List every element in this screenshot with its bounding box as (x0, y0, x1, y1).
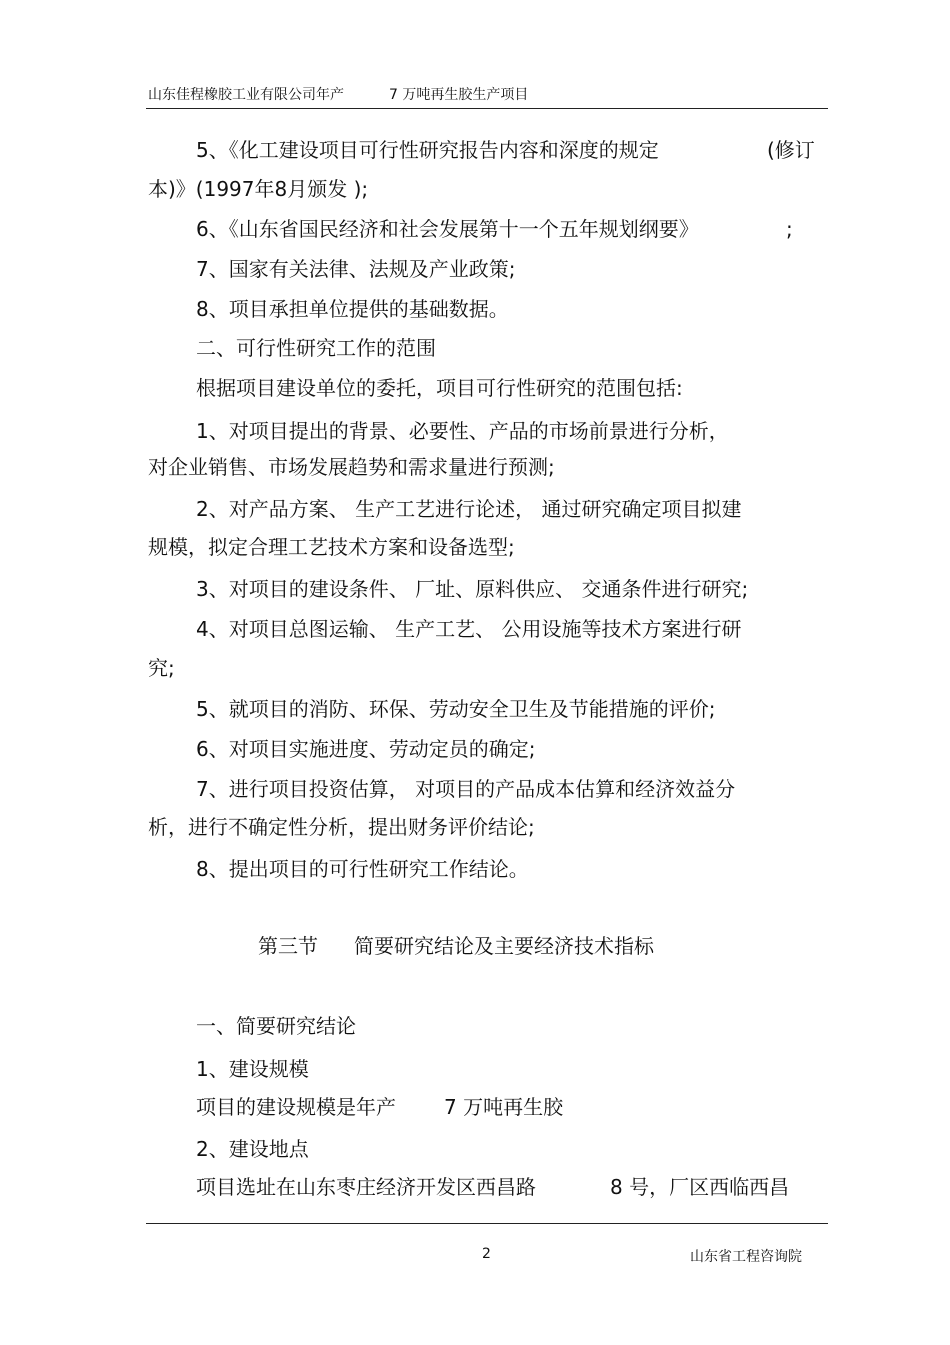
header-rule (146, 108, 828, 109)
ref-item-5-tail: (修订 (767, 138, 815, 162)
footer-org: 山东省工程咨询院 (690, 1249, 802, 1265)
ref-item-6-tail: ; (786, 217, 793, 241)
conclusion-item-1: 1、建设规模 (196, 1057, 309, 1081)
section-heading-scope: 二、可行性研究工作的范围 (196, 336, 436, 360)
scope-item-6: 6、对项目实施进度、劳动定员的确定; (196, 737, 536, 761)
scope-intro: 根据项目建设单位的委托，项目可行性研究的范围包括: (196, 376, 683, 400)
location-text: 项目选址在山东枣庄经济开发区西昌路 (196, 1175, 536, 1199)
ref-item-8: 8、项目承担单位提供的基础数据。 (196, 297, 509, 321)
scope-item-8: 8、提出项目的可行性研究工作结论。 (196, 857, 529, 881)
scale-value: 7 万吨再生胶 (444, 1095, 564, 1119)
ref-item-6: 6、《山东省国民经济和社会发展第十一个五年规划纲要》 (196, 217, 699, 241)
ref-item-5-cont: 本)》(1997年8月颁发 ); (148, 177, 369, 201)
footer-rule (146, 1223, 828, 1224)
scale-text: 项目的建设规模是年产 (196, 1095, 396, 1119)
section-number: 第三节 (258, 934, 318, 958)
scope-item-4-cont: 究; (148, 656, 175, 680)
conclusion-heading: 一、简要研究结论 (196, 1014, 356, 1038)
scope-item-1-cont: 对企业销售、市场发展趋势和需求量进行预测; (148, 455, 555, 479)
location-cont: 8 号，厂区西临西昌 (610, 1175, 790, 1199)
scope-item-2-cont: 规模，拟定合理工艺技术方案和设备选型; (148, 535, 515, 559)
scope-item-2: 2、对产品方案、 生产工艺进行论述， 通过研究确定项目拟建 (196, 497, 742, 521)
conclusion-item-2: 2、建设地点 (196, 1137, 309, 1161)
header-left: 山东佳程橡胶工业有限公司年产 (148, 87, 344, 103)
scope-item-4: 4、对项目总图运输、 生产工艺、 公用设施等技术方案进行研 (196, 617, 742, 641)
ref-item-5: 5、《化工建设项目可行性研究报告内容和深度的规定 (196, 138, 659, 162)
section-title: 简要研究结论及主要经济技术指标 (354, 934, 654, 958)
page-number: 2 (482, 1246, 491, 1262)
ref-item-7: 7、国家有关法律、法规及产业政策; (196, 257, 516, 281)
scope-item-7-cont: 析，进行不确定性分析，提出财务评价结论; (148, 815, 535, 839)
scope-item-3: 3、对项目的建设条件、 厂址、原料供应、 交通条件进行研究; (196, 577, 749, 601)
scope-item-1: 1、对项目提出的背景、必要性、产品的市场前景进行分析， (196, 419, 729, 443)
scope-item-5: 5、就项目的消防、环保、劳动安全卫生及节能措施的评价; (196, 697, 716, 721)
scope-item-7: 7、进行项目投资估算， 对项目的产品成本估算和经济效益分 (196, 777, 736, 801)
header-right: 7 万吨再生胶生产项目 (389, 87, 529, 103)
